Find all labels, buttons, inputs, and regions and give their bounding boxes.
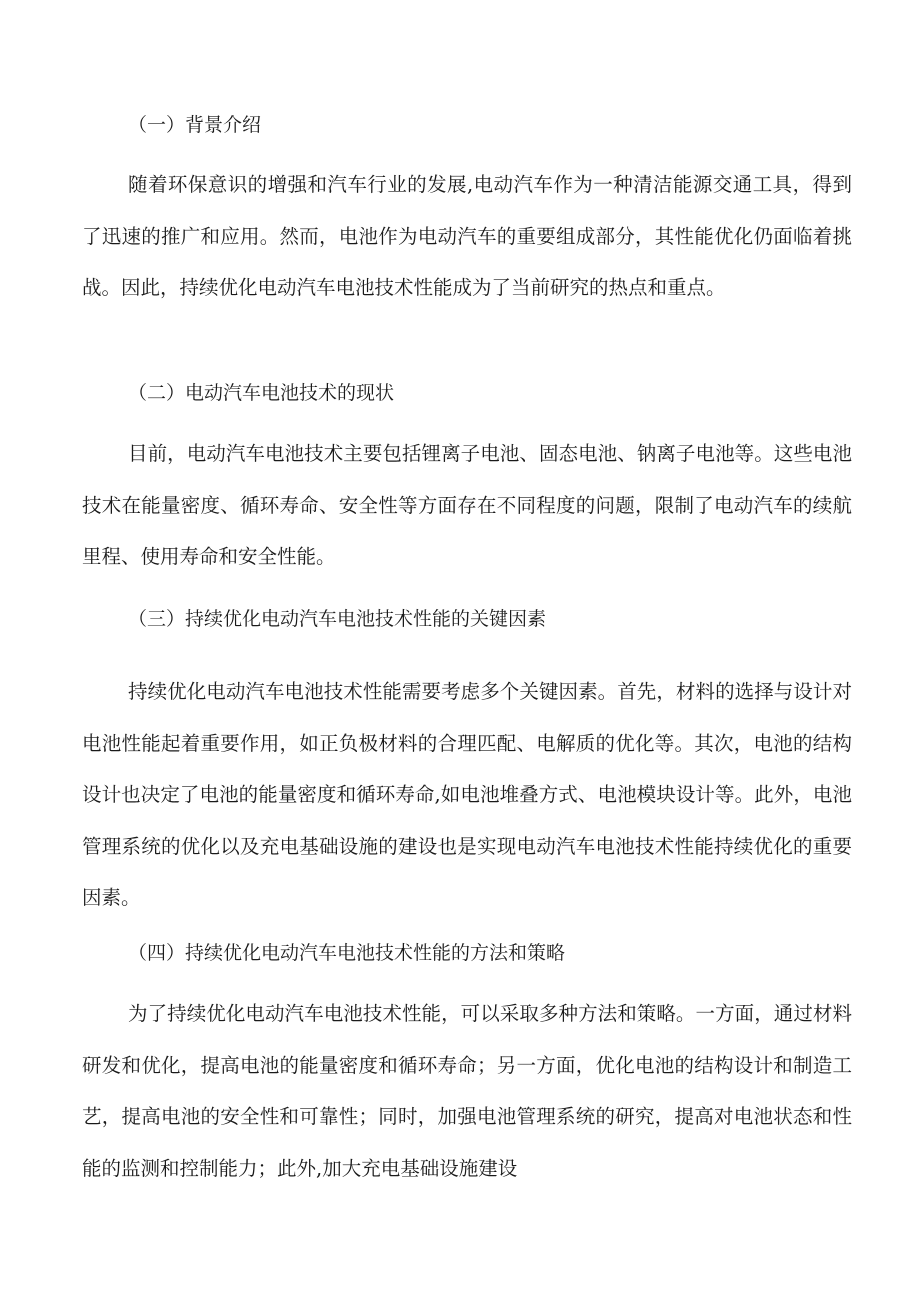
section-heading-background: （一）背景介绍	[128, 114, 262, 136]
section-paragraph-methods: 为了持续优化电动汽车电池技术性能，可以采取多种方法和策略。一方面，通过材料研发和优化，提高电池的能量密度和循环寿命；另一方面，优化电池的结构设计和制造工艺，提高电池的安全性和可靠性；同时，加强电池管理系统的研究，提高对电池状态和性能的监测和控制能力；此外,加大充电基础设施建设	[82, 1002, 852, 1180]
section-heading-key-factors: （三）持续优化电动汽车电池技术性能的关键因素	[128, 608, 547, 630]
section-paragraph-key-factors: 持续优化电动汽车电池技术性能需要考虑多个关键因素。首先，材料的选择与设计对电池性能起着重要作用，如正负极材料的合理匹配、电解质的优化等。其次，电池的结构设计也决定了电池的能量密度和循环寿命,如电池堆叠方式、电池模块设计等。此外，电池管理系统的优化以及充电基础设施的建设也是实现电动汽车电池技术性能持续优化的重要因素。	[82, 680, 852, 909]
section-paragraph-background: 随着环保意识的增强和汽车行业的发展,电动汽车作为一种清洁能源交通工具，得到了迅速的推广和应用。然而，电池作为电动汽车的重要组成部分，其性能优化仍面临着挑战。因此，持续优化电动汽车电池技术性能成为了当前研究的热点和重点。	[82, 173, 852, 299]
section-heading-status: （二）电动汽车电池技术的现状	[128, 382, 395, 404]
section-paragraph-status: 目前，电动汽车电池技术主要包括锂离子电池、固态电池、钠离子电池等。这些电池技术在能量密度、循环寿命、安全性等方面存在不同程度的问题，限制了电动汽车的续航里程、使用寿命和安全性能。	[82, 442, 852, 568]
section-heading-methods: （四）持续优化电动汽车电池技术性能的方法和策略	[128, 942, 566, 964]
